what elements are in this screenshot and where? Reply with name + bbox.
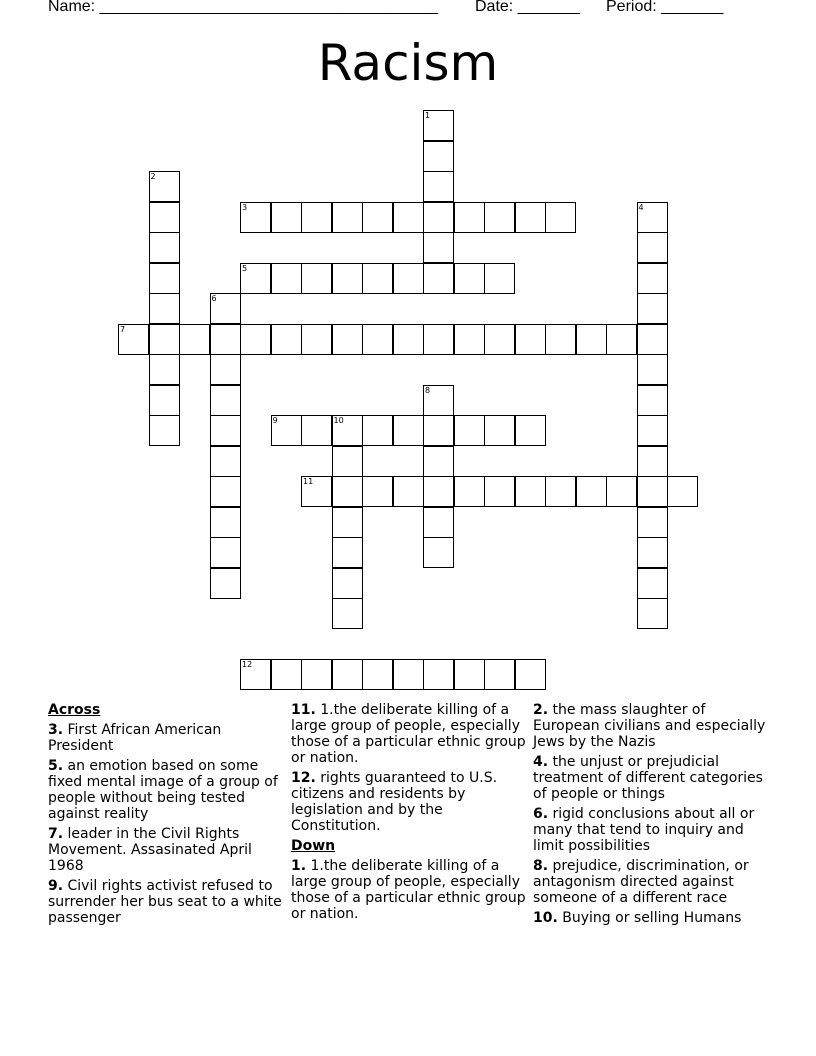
grid-cell[interactable] (454, 202, 485, 233)
grid-cell[interactable] (301, 476, 332, 507)
grid-cell[interactable] (332, 476, 363, 507)
clue-number: 9 (272, 416, 278, 425)
grid-cell[interactable] (423, 110, 454, 141)
grid-cell[interactable] (454, 659, 485, 690)
grid-cell[interactable] (210, 507, 241, 538)
clue-number: 1 (425, 111, 431, 120)
grid-cell[interactable] (637, 263, 668, 294)
grid-cell[interactable] (179, 324, 210, 355)
clue-number: 6 (211, 294, 217, 303)
clue-item (291, 702, 527, 766)
clue-number: 12 (242, 660, 253, 669)
clues-column-2 (291, 702, 527, 926)
grid-cell[interactable] (332, 598, 363, 629)
clue-item (48, 758, 284, 822)
grid-cell[interactable] (637, 598, 668, 629)
grid-cell[interactable] (210, 415, 241, 446)
grid-cell[interactable] (637, 232, 668, 263)
grid-cell[interactable] (515, 476, 546, 507)
grid-cell[interactable] (637, 415, 668, 446)
across-heading: Across (48, 702, 101, 718)
grid-cell[interactable] (423, 659, 454, 690)
grid-cell[interactable] (301, 202, 332, 233)
grid-cell[interactable] (454, 324, 485, 355)
grid-cell[interactable] (301, 324, 332, 355)
grid-cell[interactable] (149, 415, 180, 446)
clue-item-text: rigid conclusions about all or many that tend to inquiry and limit possibilities (533, 806, 755, 854)
grid-cell[interactable] (454, 476, 485, 507)
grid-cell[interactable] (393, 263, 424, 294)
grid-cell[interactable] (393, 659, 424, 690)
clue-item-number: 4. (533, 754, 549, 770)
grid-cell[interactable] (423, 263, 454, 294)
clue-item-text: Civil rights activist refused to surrender her bus seat to a white passenger (48, 878, 282, 926)
grid-cell[interactable] (332, 263, 363, 294)
grid-cell[interactable] (271, 263, 302, 294)
grid-cell[interactable] (210, 385, 241, 416)
grid-cell[interactable] (423, 232, 454, 263)
clue-item-number: 1. (291, 858, 307, 874)
grid-cell[interactable] (332, 202, 363, 233)
clue-item-number: 11. (291, 702, 316, 718)
clues-column-1 (48, 702, 284, 930)
grid-cell[interactable] (576, 324, 607, 355)
grid-cell[interactable] (515, 202, 546, 233)
grid-cell[interactable] (149, 293, 180, 324)
grid-cell[interactable] (362, 263, 393, 294)
grid-cell[interactable] (423, 324, 454, 355)
clue-item-number: 9. (48, 878, 64, 894)
grid-cell[interactable] (423, 141, 454, 172)
clue-item (48, 826, 284, 874)
grid-cell[interactable] (210, 354, 241, 385)
grid-cell[interactable] (210, 293, 241, 324)
grid-cell[interactable] (515, 415, 546, 446)
clue-item (533, 910, 769, 926)
grid-cell[interactable] (210, 537, 241, 568)
grid-cell[interactable] (332, 446, 363, 477)
clue-number: 11 (303, 477, 314, 486)
grid-cell[interactable] (118, 324, 149, 355)
grid-cell[interactable] (149, 324, 180, 355)
clue-item-number: 2. (533, 702, 549, 718)
grid-cell[interactable] (149, 263, 180, 294)
grid-cell[interactable] (362, 659, 393, 690)
grid-cell[interactable] (149, 232, 180, 263)
page-title: Racism (317, 34, 499, 92)
grid-cell[interactable] (393, 324, 424, 355)
date-field-label: Date: _______ (475, 0, 580, 15)
grid-cell[interactable] (210, 324, 241, 355)
grid-cell[interactable] (362, 324, 393, 355)
grid-cell[interactable] (149, 354, 180, 385)
clue-item (533, 806, 769, 854)
grid-cell[interactable] (515, 324, 546, 355)
period-field-label: Period: _______ (606, 0, 724, 15)
grid-cell[interactable] (637, 293, 668, 324)
down-heading: Down (291, 838, 336, 854)
clue-number: 4 (638, 202, 644, 212)
grid-cell[interactable] (637, 202, 668, 233)
clue-item (533, 858, 769, 906)
grid-cell[interactable] (362, 476, 393, 507)
clue-number: 10 (333, 416, 344, 425)
grid-cell[interactable] (271, 415, 302, 446)
grid-cell[interactable] (667, 476, 698, 507)
grid-cell[interactable] (637, 507, 668, 538)
grid-cell[interactable] (271, 202, 302, 233)
grid-cell[interactable] (240, 263, 271, 294)
grid-cell[interactable] (301, 415, 332, 446)
grid-cell[interactable] (271, 659, 302, 690)
name-field-label: Name: ______________________________________ (48, 0, 438, 15)
grid-cell[interactable] (423, 476, 454, 507)
grid-cell[interactable] (362, 415, 393, 446)
grid-cell[interactable] (637, 537, 668, 568)
grid-cell[interactable] (576, 476, 607, 507)
grid-cell[interactable] (423, 446, 454, 477)
clue-item-text: the mass slaughter of European civilians and especially Jews by the Nazis (533, 702, 766, 750)
grid-cell[interactable] (149, 385, 180, 416)
grid-cell[interactable] (240, 324, 271, 355)
grid-cell[interactable] (240, 202, 271, 233)
grid-cell[interactable] (332, 568, 363, 599)
clue-item-number: 5. (48, 758, 64, 774)
grid-cell[interactable] (484, 202, 515, 233)
grid-cell[interactable] (484, 659, 515, 690)
grid-cell[interactable] (545, 476, 576, 507)
grid-cell[interactable] (301, 263, 332, 294)
clue-item-number: 7. (48, 826, 64, 842)
grid-cell[interactable] (362, 202, 393, 233)
grid-cell[interactable] (149, 202, 180, 233)
grid-cell[interactable] (423, 415, 454, 446)
clue-item-number: 10. (533, 910, 558, 926)
grid-cell[interactable] (637, 324, 668, 355)
clue-item-text: First African American President (48, 722, 222, 754)
clue-item (533, 754, 769, 802)
clue-number: 8 (425, 385, 431, 395)
clues-column-3 (533, 702, 769, 930)
clue-number: 3 (242, 202, 248, 212)
clue-item-text: 1.the deliberate killing of a large group of people, especially those of a particular ethnic group or nation. (291, 702, 526, 766)
clue-item-text: leader in the Civil Rights Movement. Assasinated April 1968 (48, 826, 252, 874)
grid-cell[interactable] (637, 476, 668, 507)
clue-item (48, 878, 284, 926)
grid-cell[interactable] (637, 354, 668, 385)
clue-item-number: 6. (533, 806, 549, 822)
clue-number: 5 (242, 263, 248, 273)
grid-cell[interactable] (606, 324, 637, 355)
grid-cell[interactable] (484, 476, 515, 507)
clue-item-text: Buying or selling Humans (557, 910, 742, 926)
grid-cell[interactable] (484, 415, 515, 446)
grid-cell[interactable] (210, 476, 241, 507)
clue-item-text: an emotion based on some fixed mental image of a group of people without being tested against reality (48, 758, 278, 822)
clue-number: 2 (150, 172, 156, 181)
clue-item-number: 3. (48, 722, 64, 738)
grid-cell[interactable] (637, 446, 668, 477)
grid-cell[interactable] (454, 415, 485, 446)
grid-cell[interactable] (271, 324, 302, 355)
grid-cell[interactable] (332, 659, 363, 690)
grid-cell[interactable] (545, 202, 576, 233)
grid-cell[interactable] (332, 324, 363, 355)
clue-item-number: 12. (291, 770, 316, 786)
grid-cell[interactable] (332, 537, 363, 568)
grid-cell[interactable] (423, 507, 454, 538)
grid-cell[interactable] (210, 446, 241, 477)
clue-item-text: the unjust or prejudicial treatment of different categories of people or things (533, 754, 763, 802)
grid-cell[interactable] (515, 659, 546, 690)
grid-cell[interactable] (393, 476, 424, 507)
clue-item-text: 1.the deliberate killing of a large group of people, especially those of a particular ethnic group or nation. (291, 858, 526, 922)
clue-item-number: 8. (533, 858, 549, 874)
clue-number: 7 (120, 324, 126, 334)
grid-cell[interactable] (240, 659, 271, 690)
grid-cell[interactable] (149, 171, 180, 202)
grid-cell[interactable] (210, 568, 241, 599)
grid-cell[interactable] (423, 202, 454, 233)
grid-cell[interactable] (454, 263, 485, 294)
grid-cell[interactable] (545, 324, 576, 355)
grid-cell[interactable] (393, 202, 424, 233)
grid-cell[interactable] (423, 537, 454, 568)
grid-cell[interactable] (332, 507, 363, 538)
grid-cell[interactable] (301, 659, 332, 690)
grid-cell[interactable] (484, 263, 515, 294)
grid-cell[interactable] (606, 476, 637, 507)
clue-item (291, 770, 527, 834)
grid-cell[interactable] (484, 324, 515, 355)
grid-cell[interactable] (637, 385, 668, 416)
clue-item (48, 722, 284, 754)
clue-item (291, 858, 527, 922)
grid-cell[interactable] (332, 415, 363, 446)
grid-cell[interactable] (393, 415, 424, 446)
grid-cell[interactable] (423, 385, 454, 416)
clue-item-text: prejudice, discrimination, or antagonism directed against someone of a different race (533, 858, 749, 906)
clue-item-text: rights guaranteed to U.S. citizens and residents by legislation and by the Constitution. (291, 770, 498, 834)
grid-cell[interactable] (637, 568, 668, 599)
clue-item (533, 702, 769, 750)
grid-cell[interactable] (423, 171, 454, 202)
